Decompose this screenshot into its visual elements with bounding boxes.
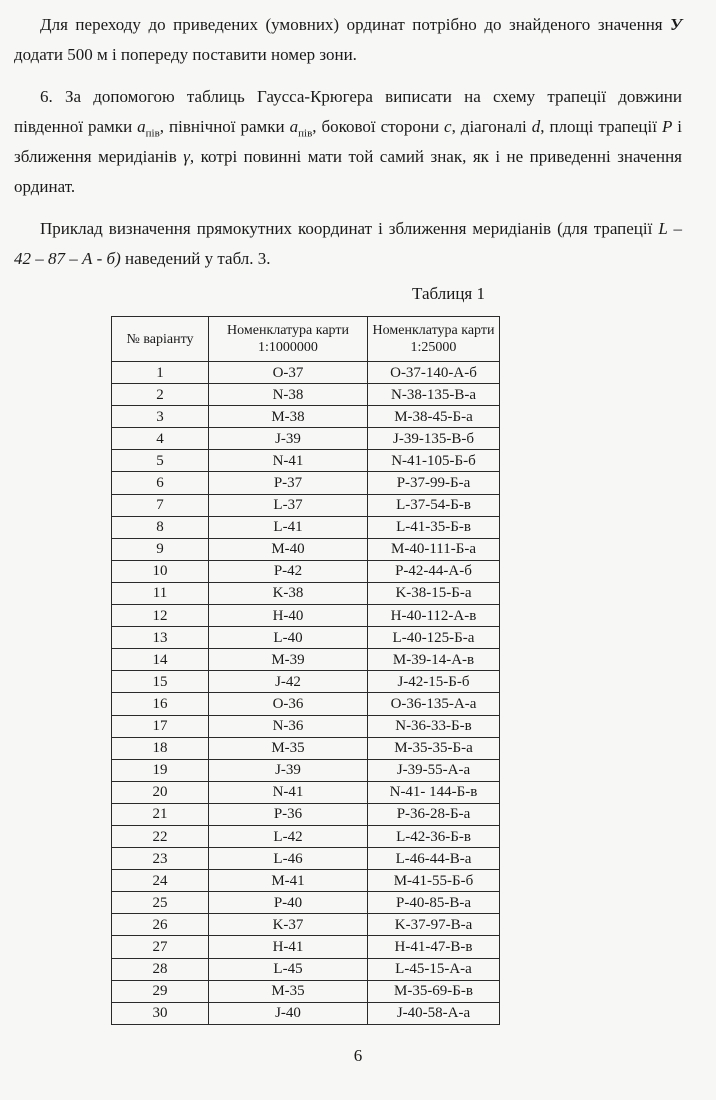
variant-number-cell: 20 bbox=[112, 781, 209, 803]
map-1000000-cell: O-36 bbox=[209, 693, 368, 715]
map-25000-cell: H-40-112-А-в bbox=[368, 605, 500, 627]
table-row bbox=[112, 936, 500, 958]
map-1000000-cell: L-45 bbox=[209, 958, 368, 980]
variant-number-cell: 15 bbox=[112, 671, 209, 693]
subscript: пів bbox=[145, 127, 160, 140]
table-row bbox=[112, 384, 500, 406]
map-1000000-cell: L-40 bbox=[209, 627, 368, 649]
map-1000000-cell: J-39 bbox=[209, 428, 368, 450]
map-1000000-cell: J-39 bbox=[209, 759, 368, 781]
table-header-row bbox=[112, 317, 500, 362]
table-caption: Таблиця 1 bbox=[412, 284, 485, 303]
map-25000-cell: J-39-55-А-а bbox=[368, 759, 500, 781]
map-25000-cell: N-38-135-В-а bbox=[368, 384, 500, 406]
variant-number-cell: 2 bbox=[112, 384, 209, 406]
text-span: 6. За допомогою таблиць Гаусса-Крюгера виписати на схему трапеції довжини південної рамки bbox=[14, 87, 682, 136]
variant-number-cell: 24 bbox=[112, 870, 209, 892]
variant-number-cell: 17 bbox=[112, 715, 209, 737]
map-25000-cell: L-42-36-Б-в bbox=[368, 825, 500, 847]
variable-y: У bbox=[670, 15, 682, 34]
map-1000000-cell: M-35 bbox=[209, 980, 368, 1002]
map-1000000-cell: H-40 bbox=[209, 605, 368, 627]
table-row bbox=[112, 582, 500, 604]
map-1000000-cell: L-46 bbox=[209, 848, 368, 870]
table-row bbox=[112, 516, 500, 538]
variant-number-cell: 7 bbox=[112, 494, 209, 516]
variable-a-south: a bbox=[137, 117, 146, 136]
text-span: наведений у табл. 3. bbox=[120, 249, 271, 268]
paragraph-example bbox=[14, 214, 682, 274]
table-row bbox=[112, 560, 500, 582]
map-25000-cell: M-41-55-Б-б bbox=[368, 870, 500, 892]
text-span: і зближення меридіанів bbox=[14, 117, 683, 166]
table-row bbox=[112, 538, 500, 560]
text-span: , котрі повинні мати той самий знак, як і не приведенні значення ординат. bbox=[14, 147, 682, 196]
map-25000-cell: P-36-28-Б-а bbox=[368, 803, 500, 825]
variable-c: c bbox=[444, 117, 452, 136]
variant-number-cell: 1 bbox=[112, 362, 209, 384]
variant-number-cell: 28 bbox=[112, 958, 209, 980]
variant-number-cell: 27 bbox=[112, 936, 209, 958]
map-25000-cell: N-36-33-Б-в bbox=[368, 715, 500, 737]
map-25000-cell: L-46-44-В-а bbox=[368, 848, 500, 870]
table-row bbox=[112, 715, 500, 737]
map-1000000-cell: M-35 bbox=[209, 737, 368, 759]
table-row bbox=[112, 870, 500, 892]
variant-number-cell: 19 bbox=[112, 759, 209, 781]
map-25000-cell: M-39-14-А-в bbox=[368, 649, 500, 671]
map-1000000-cell: N-41 bbox=[209, 450, 368, 472]
variant-number-cell: 6 bbox=[112, 472, 209, 494]
map-25000-cell: P-42-44-А-б bbox=[368, 560, 500, 582]
table-row bbox=[112, 494, 500, 516]
variant-number-cell: 8 bbox=[112, 516, 209, 538]
map-25000-cell: H-41-47-В-в bbox=[368, 936, 500, 958]
page-number: 6 bbox=[353, 1046, 363, 1065]
map-1000000-cell: P-42 bbox=[209, 560, 368, 582]
map-1000000-cell: M-38 bbox=[209, 406, 368, 428]
variant-number-cell: 11 bbox=[112, 582, 209, 604]
variant-number-cell: 30 bbox=[112, 1002, 209, 1024]
map-1000000-cell: M-40 bbox=[209, 538, 368, 560]
map-1000000-cell: N-36 bbox=[209, 715, 368, 737]
map-1000000-cell: K-38 bbox=[209, 582, 368, 604]
table-body bbox=[112, 362, 500, 1025]
trapezoid-reference: L – 42 – 87 – А - б) bbox=[14, 219, 682, 268]
map-25000-cell: L-37-54-Б-в bbox=[368, 494, 500, 516]
map-1000000-cell: L-37 bbox=[209, 494, 368, 516]
header-map-25000: Номенклатура карти 1:25000 bbox=[368, 317, 500, 362]
variant-number-cell: 3 bbox=[112, 406, 209, 428]
text-span: додати 500 м і попереду поставити номер зони. bbox=[14, 45, 357, 64]
table-row bbox=[112, 803, 500, 825]
map-1000000-cell: L-42 bbox=[209, 825, 368, 847]
variant-number-cell: 13 bbox=[112, 627, 209, 649]
table-row bbox=[112, 825, 500, 847]
paragraph-step-6 bbox=[14, 82, 682, 202]
paragraph-ordinate-shift bbox=[14, 10, 682, 70]
table-row bbox=[112, 649, 500, 671]
variants-table bbox=[111, 316, 500, 1025]
map-25000-cell: J-42-15-Б-б bbox=[368, 671, 500, 693]
variable-a-north: a bbox=[289, 117, 299, 136]
header-variant-number: № варіанту bbox=[112, 317, 209, 362]
text-span: Приклад визначення прямокутних координат і зближення меридіанів (для трапеції bbox=[40, 219, 659, 238]
map-1000000-cell: P-37 bbox=[209, 472, 368, 494]
map-1000000-cell: L-41 bbox=[209, 516, 368, 538]
map-25000-cell: M-38-45-Б-а bbox=[368, 406, 500, 428]
variant-number-cell: 9 bbox=[112, 538, 209, 560]
map-1000000-cell: P-40 bbox=[209, 892, 368, 914]
map-1000000-cell: O-37 bbox=[209, 362, 368, 384]
map-1000000-cell: J-40 bbox=[209, 1002, 368, 1024]
table-row bbox=[112, 693, 500, 715]
text-span: , північної рамки bbox=[159, 117, 290, 136]
map-25000-cell: N-41-105-Б-б bbox=[368, 450, 500, 472]
variant-number-cell: 12 bbox=[112, 605, 209, 627]
table-row bbox=[112, 1002, 500, 1024]
table-row bbox=[112, 737, 500, 759]
variable-p: P bbox=[661, 117, 673, 136]
variable-gamma: γ bbox=[183, 147, 190, 166]
table-row bbox=[112, 450, 500, 472]
map-25000-cell: K-37-97-В-а bbox=[368, 914, 500, 936]
variant-number-cell: 14 bbox=[112, 649, 209, 671]
map-25000-cell: J-39-135-В-б bbox=[368, 428, 500, 450]
table-row bbox=[112, 406, 500, 428]
map-25000-cell: L-40-125-Б-а bbox=[368, 627, 500, 649]
table-row bbox=[112, 472, 500, 494]
map-25000-cell: K-38-15-Б-а bbox=[368, 582, 500, 604]
header-map-1000000: Номенклатура карти 1:1000000 bbox=[209, 317, 368, 362]
map-1000000-cell: K-37 bbox=[209, 914, 368, 936]
variant-number-cell: 16 bbox=[112, 693, 209, 715]
map-25000-cell: M-35-35-Б-а bbox=[368, 737, 500, 759]
variant-number-cell: 22 bbox=[112, 825, 209, 847]
map-1000000-cell: H-41 bbox=[209, 936, 368, 958]
variant-number-cell: 21 bbox=[112, 803, 209, 825]
table-row bbox=[112, 605, 500, 627]
map-1000000-cell: M-39 bbox=[209, 649, 368, 671]
map-1000000-cell: P-36 bbox=[209, 803, 368, 825]
variant-number-cell: 26 bbox=[112, 914, 209, 936]
map-25000-cell: P-40-85-В-а bbox=[368, 892, 500, 914]
map-1000000-cell: J-42 bbox=[209, 671, 368, 693]
map-25000-cell: O-36-135-А-а bbox=[368, 693, 500, 715]
table-row bbox=[112, 848, 500, 870]
map-25000-cell: L-45-15-А-а bbox=[368, 958, 500, 980]
variant-number-cell: 18 bbox=[112, 737, 209, 759]
map-25000-cell: M-40-111-Б-а bbox=[368, 538, 500, 560]
map-1000000-cell: M-41 bbox=[209, 870, 368, 892]
table-row bbox=[112, 980, 500, 1002]
text-span: Для переходу до приведених (умовних) ординат потрібно до знайденого значення bbox=[40, 15, 671, 34]
table-row bbox=[112, 892, 500, 914]
map-25000-cell: M-35-69-Б-в bbox=[368, 980, 500, 1002]
variant-number-cell: 23 bbox=[112, 848, 209, 870]
variant-number-cell: 25 bbox=[112, 892, 209, 914]
map-1000000-cell: N-41 bbox=[209, 781, 368, 803]
table-row bbox=[112, 362, 500, 384]
map-25000-cell: O-37-140-А-б bbox=[368, 362, 500, 384]
map-25000-cell: N-41- 144-Б-в bbox=[368, 781, 500, 803]
text-span: , діагоналі bbox=[451, 117, 532, 136]
map-1000000-cell: N-38 bbox=[209, 384, 368, 406]
variant-number-cell: 5 bbox=[112, 450, 209, 472]
table-row bbox=[112, 671, 500, 693]
table-row bbox=[112, 627, 500, 649]
variant-number-cell: 29 bbox=[112, 980, 209, 1002]
variable-d: d bbox=[531, 117, 541, 136]
text-span: , бокової сторони bbox=[312, 117, 445, 136]
table-row bbox=[112, 759, 500, 781]
map-25000-cell: P-37-99-Б-а bbox=[368, 472, 500, 494]
subscript: пів bbox=[298, 127, 313, 140]
map-25000-cell: L-41-35-Б-в bbox=[368, 516, 500, 538]
text-span: , площі трапеції bbox=[540, 117, 662, 136]
table-row bbox=[112, 781, 500, 803]
table-row bbox=[112, 428, 500, 450]
variant-number-cell: 10 bbox=[112, 560, 209, 582]
map-25000-cell: J-40-58-А-а bbox=[368, 1002, 500, 1024]
table-row bbox=[112, 958, 500, 980]
variant-number-cell: 4 bbox=[112, 428, 209, 450]
table-row bbox=[112, 914, 500, 936]
